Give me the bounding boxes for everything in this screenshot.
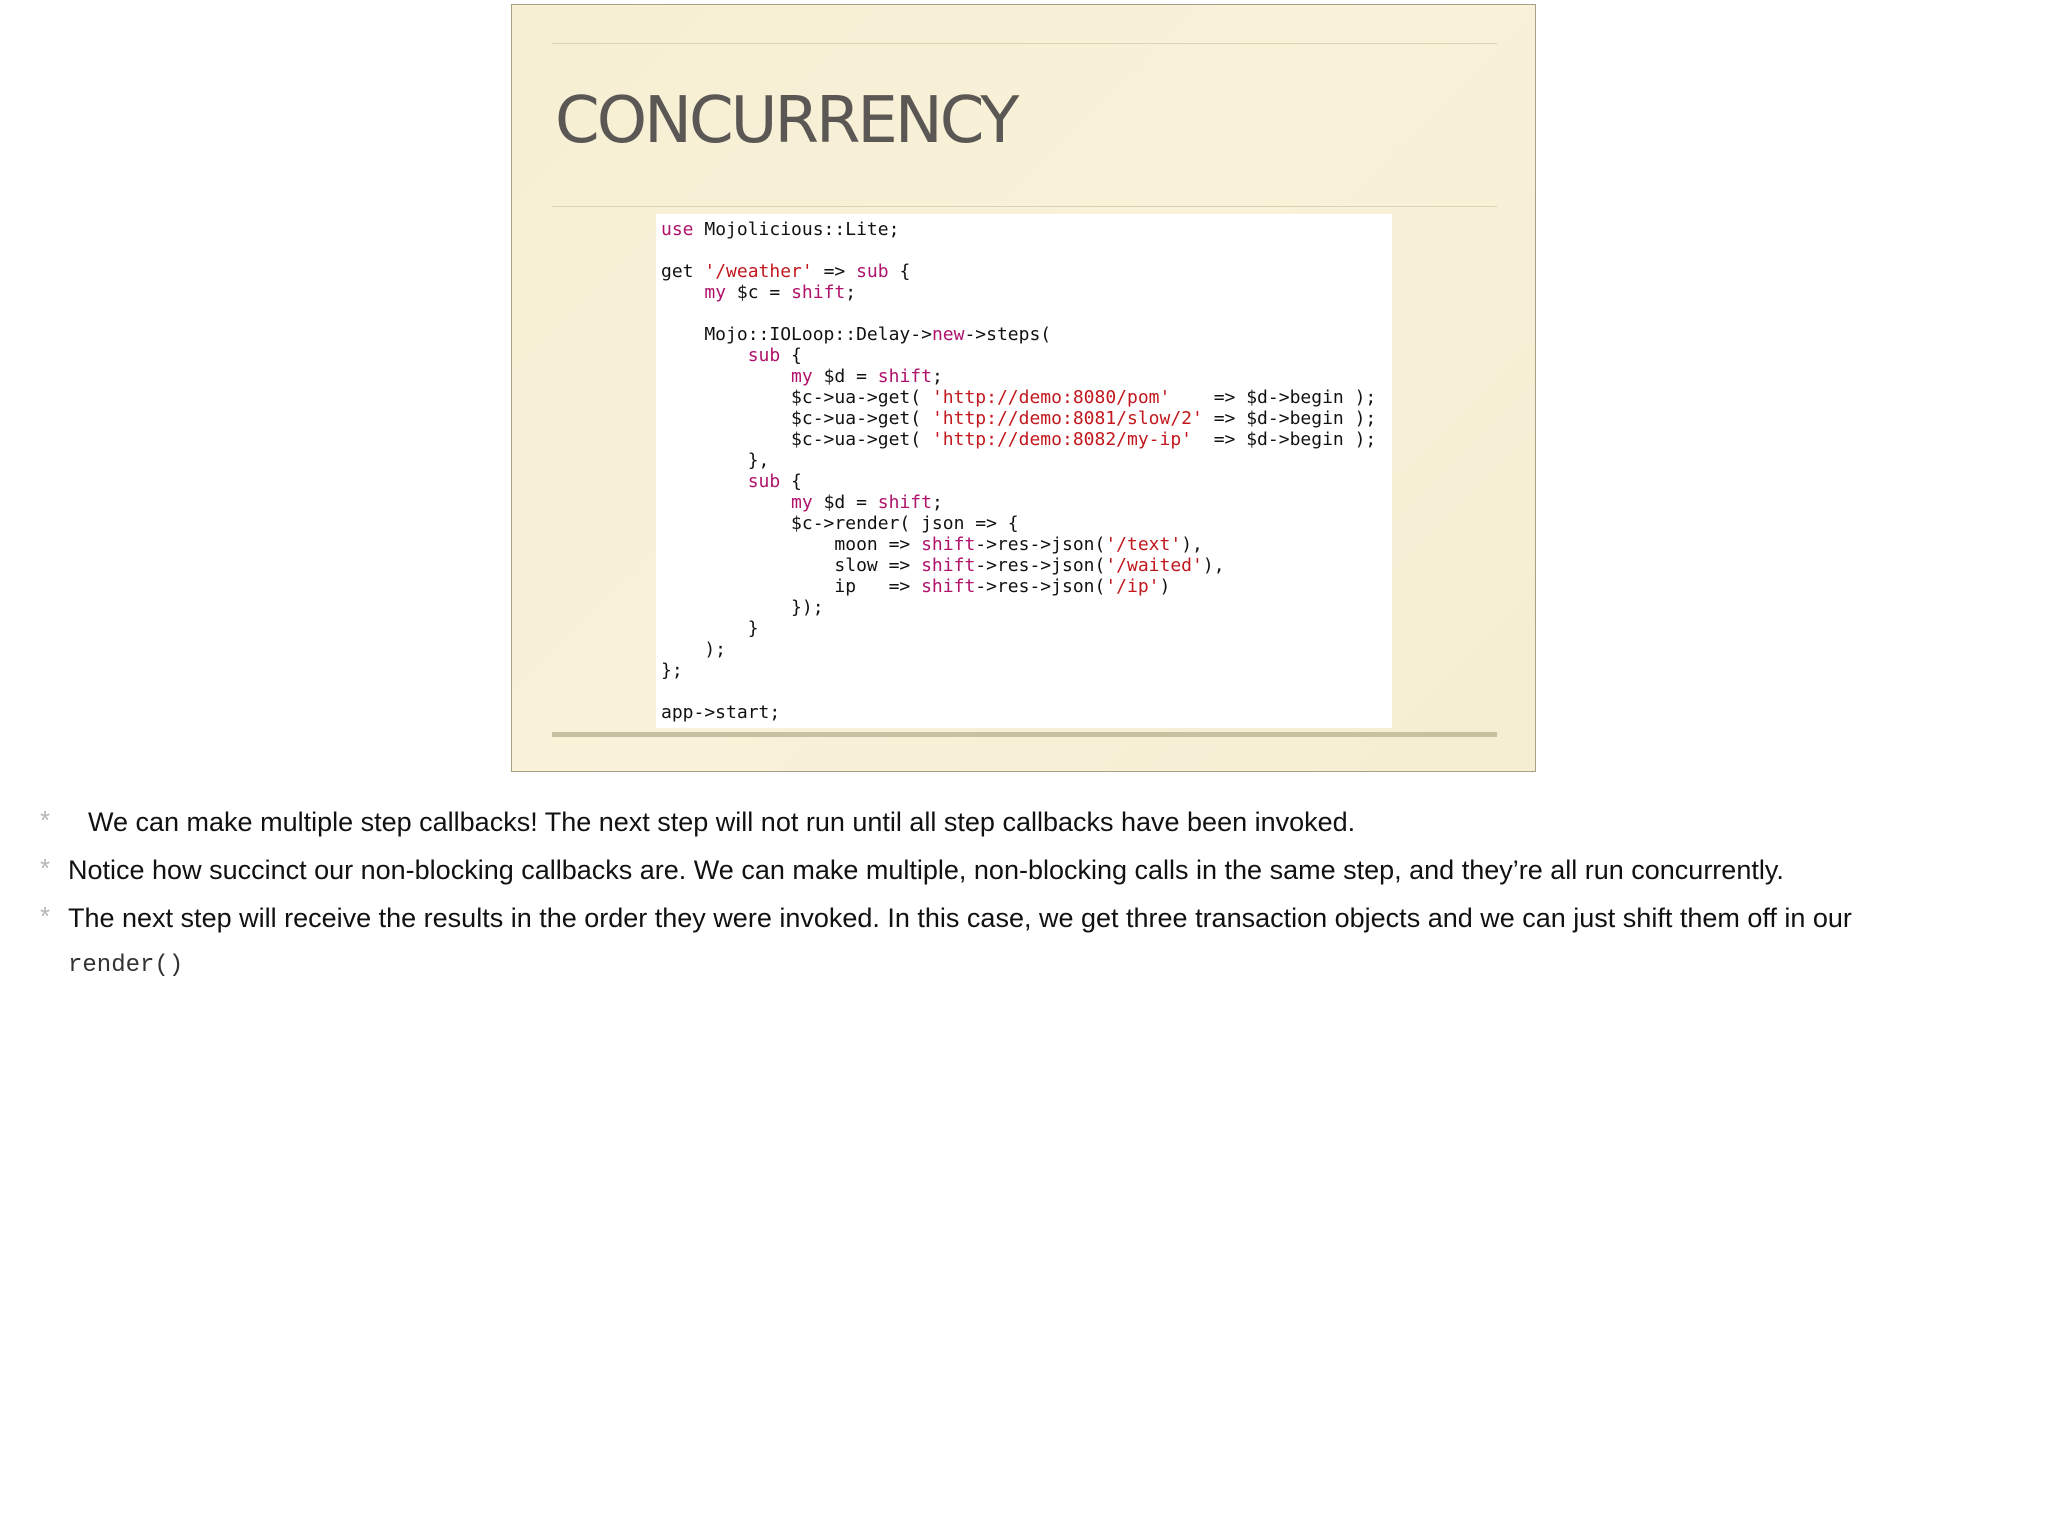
code-text: }); — [661, 597, 824, 618]
slide — [511, 4, 1536, 772]
code-text: ; — [931, 366, 943, 387]
code-text — [661, 345, 748, 366]
bullet-icon: * — [40, 853, 51, 883]
code-text: ->res->json( — [975, 555, 1106, 576]
code-text — [661, 492, 791, 513]
code-line — [661, 597, 824, 618]
code-text: $c->render( json => { — [661, 513, 1019, 534]
code-text: { — [780, 345, 802, 366]
code-line — [661, 471, 802, 492]
code-text: ), — [1181, 534, 1203, 555]
code-text: get — [661, 261, 705, 282]
code-keyword: my — [791, 492, 813, 513]
code-keyword: new — [931, 324, 965, 345]
code-text: ->steps( — [964, 324, 1052, 345]
code-text: ; — [845, 282, 857, 303]
code-text: ip => — [661, 576, 922, 597]
code-line — [661, 555, 1225, 576]
code-text: { — [888, 261, 911, 282]
note-text: We can make multiple step callbacks! The next step will not run until all step callbacks have been invoked. — [88, 807, 1356, 837]
code-string: '/text' — [1105, 534, 1182, 555]
code-keyword: shift — [921, 534, 976, 555]
code-text: Mojo::IOLoop::Delay-> — [661, 324, 932, 345]
code-text — [661, 282, 704, 303]
bullet-icon: * — [40, 901, 51, 931]
code-line — [661, 702, 780, 723]
code-text: ->res->json( — [975, 576, 1106, 597]
code-text — [661, 471, 748, 492]
code-string: '/ip' — [1105, 576, 1160, 597]
code-string: 'http://demo:8082/my-ip' — [931, 429, 1193, 450]
code-line — [661, 282, 856, 303]
code-text: Mojolicious::Lite; — [693, 219, 900, 240]
code-text: }; — [661, 660, 683, 681]
code-text: ->res->json( — [975, 534, 1106, 555]
code-line — [661, 429, 1376, 450]
code-keyword: shift — [921, 555, 976, 576]
code-string: 'http://demo:8081/slow/2' — [931, 408, 1203, 429]
code-text: }, — [661, 450, 770, 471]
slide-title: CONCURRENCY — [555, 84, 1017, 158]
inline-code: render() — [68, 952, 184, 979]
bullet-icon: * — [40, 805, 51, 835]
code-text: moon => — [661, 534, 922, 555]
code-line — [661, 219, 899, 240]
code-line — [661, 450, 769, 471]
code-line — [661, 324, 1051, 345]
code-text: ); — [661, 639, 727, 660]
code-text: } — [661, 618, 759, 639]
code-text: $c->ua->get( — [661, 429, 932, 450]
code-keyword: sub — [747, 345, 781, 366]
code-listing — [661, 219, 1392, 723]
note-text: The next step will receive the results in the order they were invoked. In this case, we get three transaction objects and we can just shift them off in our — [68, 903, 1852, 933]
code-string: '/waited' — [1105, 555, 1203, 576]
title-rule — [552, 206, 1497, 207]
code-text: => $d->begin ); — [1170, 387, 1377, 408]
code-text: => $d->begin ); — [1192, 429, 1377, 450]
bottom-rule — [552, 732, 1497, 737]
code-keyword: shift — [877, 366, 932, 387]
code-block — [656, 214, 1392, 728]
code-text: $d = — [812, 492, 878, 513]
code-line — [661, 576, 1170, 597]
code-line — [661, 408, 1376, 429]
note-text: Notice how succinct our non-blocking callbacks are. We can make multiple, non-blocking calls in the same step, and they’re all run concurrently. — [68, 855, 1784, 885]
code-line — [661, 345, 802, 366]
code-text: slow => — [661, 555, 922, 576]
code-line — [661, 618, 759, 639]
code-keyword: my — [704, 282, 727, 303]
top-rule — [552, 43, 1497, 44]
code-line — [661, 639, 726, 660]
code-line — [661, 534, 1203, 555]
code-keyword: shift — [921, 576, 976, 597]
code-text: ), — [1202, 555, 1225, 576]
code-text: ; — [931, 492, 943, 513]
code-line — [661, 660, 683, 681]
code-keyword: sub — [747, 471, 781, 492]
code-text — [661, 366, 791, 387]
code-text: $c->ua->get( — [661, 387, 932, 408]
code-line — [661, 492, 943, 513]
code-text: => $d->begin ); — [1202, 408, 1377, 429]
code-keyword: my — [791, 366, 813, 387]
code-string: 'http://demo:8080/pom' — [931, 387, 1171, 408]
code-text: $d = — [812, 366, 878, 387]
code-text: { — [780, 471, 802, 492]
code-keyword: use — [661, 219, 694, 240]
code-line — [661, 366, 943, 387]
code-text: $c->ua->get( — [661, 408, 932, 429]
code-text: => — [812, 261, 857, 282]
code-text: app->start; — [661, 702, 781, 723]
code-keyword: sub — [856, 261, 889, 282]
code-keyword: shift — [877, 492, 932, 513]
code-keyword: shift — [791, 282, 846, 303]
code-string: '/weather' — [704, 261, 813, 282]
code-line — [661, 513, 1019, 534]
code-text: $c = — [726, 282, 792, 303]
code-text: ) — [1159, 576, 1171, 597]
code-line — [661, 387, 1376, 408]
code-line — [661, 261, 910, 282]
